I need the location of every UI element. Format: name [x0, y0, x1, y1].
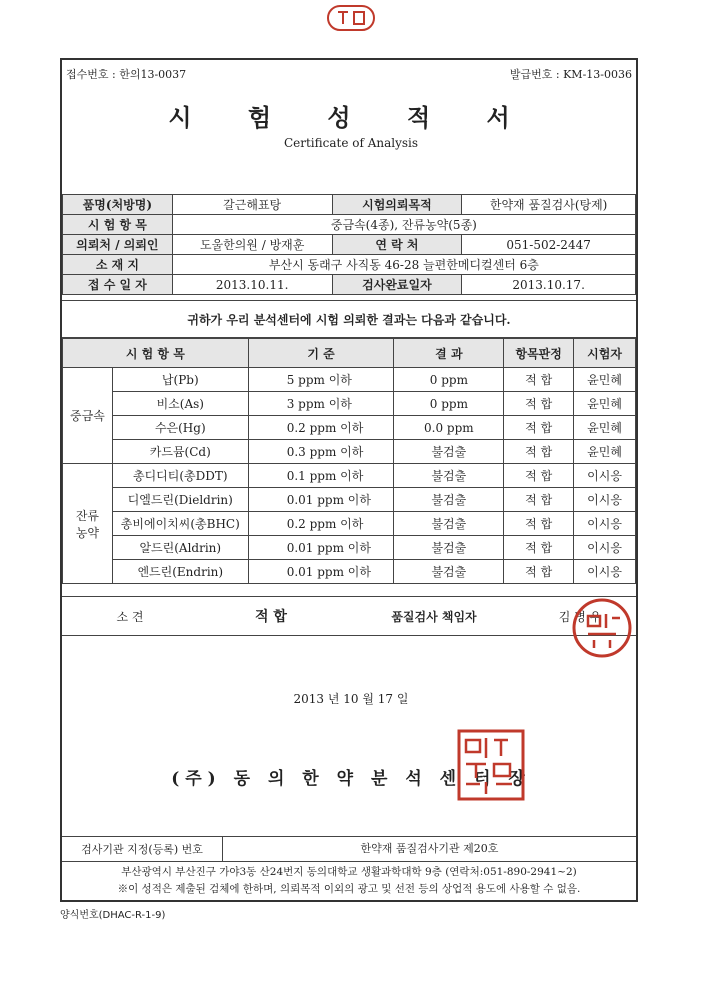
standard-cell: 0.3 ppm 이하 — [248, 440, 394, 464]
test-item-cell: 알드린(Aldrin) — [112, 536, 248, 560]
info-table — [62, 194, 636, 295]
document-subtitle: Certificate of Analysis — [283, 136, 419, 150]
result-cell: 불검출 — [394, 512, 504, 536]
center-address: 부산광역시 부산진구 가야3동 산24번지 동의대학교 생활과학대학 9층 (연락처:051-890-2941~2) — [121, 866, 577, 878]
result-cell: 불검출 — [394, 464, 504, 488]
tester-cell: 이시응 — [574, 488, 636, 512]
result-cell: 0 ppm — [394, 368, 504, 392]
received-value: 2013.10.11. — [172, 275, 332, 295]
header-result: 결 과 — [394, 339, 504, 368]
standard-cell: 0.1 ppm 이하 — [248, 464, 394, 488]
tester-cell: 이시응 — [574, 464, 636, 488]
address-value: 부산시 동래구 사직동 46-28 늘편한메디컬센터 6층 — [172, 255, 635, 275]
address-label: 소 재 지 — [63, 255, 173, 275]
header-item: 시 험 항 목 — [63, 339, 249, 368]
notice-text: 귀하가 우리 분석센터에 시험 의뢰한 결과는 다음과 같습니다. — [62, 300, 636, 338]
table-row — [63, 440, 636, 464]
test-item-cell: 총비에이치씨(총BHC) — [112, 512, 248, 536]
form-number: 양식번호(DHAC-R-1-9) — [60, 910, 166, 921]
standard-cell: 0.01 ppm 이하 — [248, 488, 394, 512]
header-tester: 시험자 — [574, 339, 636, 368]
table-row — [63, 560, 636, 584]
organization-head: (주) 동 의 한 약 분 석 센 터 장 — [171, 769, 531, 789]
judgement-cell: 적 합 — [504, 392, 574, 416]
standard-cell: 5 ppm 이하 — [248, 368, 394, 392]
result-cell: 불검출 — [394, 488, 504, 512]
tester-cell: 윤민혜 — [574, 416, 636, 440]
tester-cell: 이시응 — [574, 560, 636, 584]
tester-cell: 윤민혜 — [574, 368, 636, 392]
tester-cell: 윤민혜 — [574, 440, 636, 464]
standard-cell: 0.01 ppm 이하 — [248, 560, 394, 584]
completed-value: 2013.10.17. — [462, 275, 636, 295]
issue-date: 2013 년 10 월 17 일 — [293, 692, 409, 706]
tester-cell: 윤민혜 — [574, 392, 636, 416]
contact-value: 051-502-2447 — [462, 235, 636, 255]
group-pesticides: 잔류 농약 — [63, 464, 113, 584]
tester-cell: 이시응 — [574, 512, 636, 536]
header-standard: 기 준 — [248, 339, 394, 368]
judgement-cell: 적 합 — [504, 560, 574, 584]
registration-row — [62, 836, 636, 862]
judgement-cell: 적 합 — [504, 416, 574, 440]
test-item-cell: 수은(Hg) — [112, 416, 248, 440]
document-title: 시 험 성 적 서 — [168, 103, 534, 132]
issue-number: 발급번호 : KM-13-0036 — [509, 68, 632, 81]
result-cell: 불검출 — [394, 560, 504, 584]
table-row — [63, 488, 636, 512]
judgement-cell: 적 합 — [504, 464, 574, 488]
opinion-label: 소 견 — [116, 609, 144, 624]
group-heavy-metals: 중금속 — [63, 368, 113, 464]
disclaimer: ※이 성적은 제출된 검체에 한하며, 의뢰목적 이외의 광고 및 선전 등의 상업적 용도에 사용할 수 없음. — [117, 883, 581, 895]
opinion-value: 적 합 — [255, 609, 287, 625]
result-cell: 0.0 ppm — [394, 416, 504, 440]
result-cell: 불검출 — [394, 536, 504, 560]
standard-cell: 0.01 ppm 이하 — [248, 536, 394, 560]
registration-label: 검사기관 지정(등록) 번호 — [81, 843, 203, 856]
receipt-number: 접수번호 : 한의13-0037 — [66, 68, 187, 81]
table-row — [63, 416, 636, 440]
table-row — [63, 368, 636, 392]
opinion-row — [62, 596, 636, 636]
table-row — [63, 512, 636, 536]
contact-label: 연 락 처 — [332, 235, 462, 255]
test-item-cell: 납(Pb) — [112, 368, 248, 392]
client-label: 의뢰처 / 의뢰인 — [63, 235, 173, 255]
table-row — [63, 464, 636, 488]
header-judgement: 항목판정 — [504, 339, 574, 368]
judgement-cell: 적 합 — [504, 536, 574, 560]
items-value: 중금속(4종), 잔류농약(5종) — [172, 215, 635, 235]
test-item-cell: 엔드린(Endrin) — [112, 560, 248, 584]
items-label: 시 험 항 목 — [63, 215, 173, 235]
client-value: 도울한의원 / 방재훈 — [172, 235, 332, 255]
round-seal — [570, 596, 634, 660]
received-label: 접 수 일 자 — [63, 275, 173, 295]
product-value: 갈근해표탕 — [172, 195, 332, 215]
test-item-cell: 총디디티(총DDT) — [112, 464, 248, 488]
completed-label: 검사완료일자 — [332, 275, 462, 295]
results-table — [62, 338, 636, 584]
standard-cell: 0.2 ppm 이하 — [248, 416, 394, 440]
stamp-seal-top — [326, 4, 376, 32]
product-label: 품명(처방명) — [63, 195, 173, 215]
judgement-cell: 적 합 — [504, 512, 574, 536]
manager-label: 품질검사 책임자 — [391, 609, 477, 624]
square-seal — [456, 728, 526, 802]
result-cell: 불검출 — [394, 440, 504, 464]
table-row — [63, 392, 636, 416]
judgement-cell: 적 합 — [504, 440, 574, 464]
standard-cell: 3 ppm 이하 — [248, 392, 394, 416]
purpose-value: 한약재 품질검사(탕제) — [462, 195, 636, 215]
table-row — [63, 536, 636, 560]
judgement-cell: 적 합 — [504, 368, 574, 392]
test-item-cell: 비소(As) — [112, 392, 248, 416]
manager-name: 김 병 우 — [558, 609, 602, 624]
standard-cell: 0.2 ppm 이하 — [248, 512, 394, 536]
registration-value: 한약재 품질검사기관 제20호 — [222, 837, 636, 861]
test-item-cell: 카드뮴(Cd) — [112, 440, 248, 464]
tester-cell: 이시응 — [574, 536, 636, 560]
footer-text — [62, 864, 636, 898]
test-item-cell: 디엘드린(Dieldrin) — [112, 488, 248, 512]
purpose-label: 시험의뢰목적 — [332, 195, 462, 215]
result-cell: 0 ppm — [394, 392, 504, 416]
judgement-cell: 적 합 — [504, 488, 574, 512]
